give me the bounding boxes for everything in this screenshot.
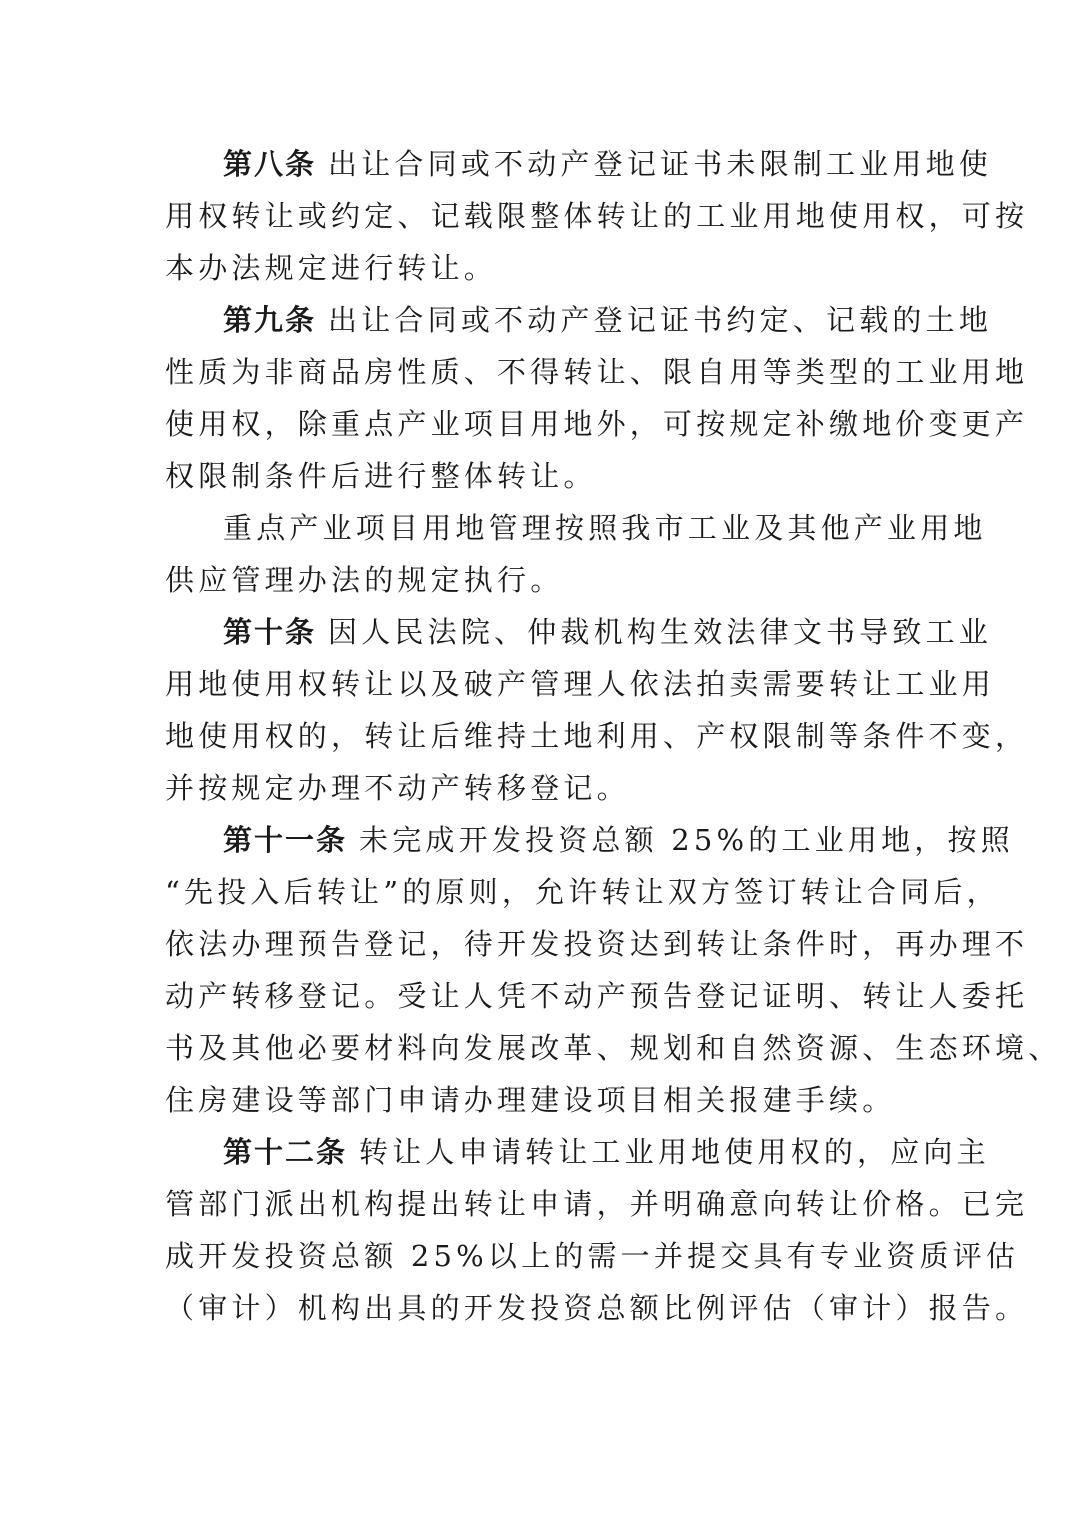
paragraph-line: 性质为非商品房性质、不得转让、限自用等类型的工业用地: [165, 355, 1029, 389]
paragraph-line: “先投入后转让”的原则，允许转让双方签订转让合同后，: [165, 875, 1000, 909]
article-heading: 第八条: [223, 147, 317, 181]
article-12: [165, 1126, 1029, 1334]
article-heading: 第十一条: [223, 823, 348, 857]
line-text: 未完成开发投资总额 25%的工业用地，按照: [359, 823, 1014, 857]
article-heading: 第九条: [223, 303, 317, 337]
paragraph-line: [165, 294, 993, 346]
paragraph-line: （审计）机构出具的开发投资总额比例评估（审计）报告。: [165, 1291, 1029, 1325]
paragraph-line: 本办法规定进行转让。: [165, 251, 498, 285]
article-8: [165, 138, 1029, 294]
line-text: 出让合同或不动产登记证书约定、记载的土地: [328, 303, 993, 337]
paragraph-line: 用权转让或约定、记载限整体转让的工业用地使用权，可按: [165, 199, 1029, 233]
paragraph-line: 供应管理办法的规定执行。: [165, 563, 564, 597]
article-heading: 第十条: [223, 615, 317, 649]
paragraph-line: 书及其他必要材料向发展改革、规划和自然资源、生态环境、: [165, 1031, 1062, 1065]
paragraph-line: 动产转移登记。受让人凭不动产预告登记证明、转让人委托: [165, 979, 1029, 1013]
paragraph-line: [165, 606, 993, 658]
paragraph-line: [165, 1126, 990, 1178]
article-11: [165, 814, 1062, 1126]
paragraph-line: [165, 138, 993, 190]
paragraph-line: 使用权，除重点产业项目用地外，可按规定补缴地价变更产: [165, 407, 1029, 441]
article-9: [165, 294, 1029, 502]
line-text: 因人民法院、仲裁机构生效法律文书导致工业: [328, 615, 993, 649]
paragraph-line: 管部门派出机构提出转让申请，并明确意向转让价格。已完: [165, 1187, 1029, 1221]
document-body: [165, 138, 1062, 1334]
paragraph-line: 依法办理预告登记，待开发投资达到转让条件时，再办理不: [165, 927, 1029, 961]
article-10: [165, 606, 1029, 814]
line-text: 出让合同或不动产登记证书未限制工业用地使: [328, 147, 993, 181]
paragraph-line: 住房建设等部门申请办理建设项目相关报建手续。: [165, 1083, 896, 1117]
article-9-supplement: [165, 502, 987, 606]
paragraph-line: 成开发投资总额 25%以上的需一并提交具有专业资质评估: [165, 1239, 1020, 1273]
paragraph-line: 权限制条件后进行整体转让。: [165, 459, 597, 493]
paragraph-line: 重点产业项目用地管理按照我市工业及其他产业用地: [223, 511, 987, 545]
article-heading: 第十二条: [223, 1135, 348, 1169]
paragraph-line: 地使用权的，转让后维持土地利用、产权限制等条件不变，: [165, 719, 1029, 753]
paragraph-line: [165, 814, 1014, 866]
line-text: 转让人申请转让工业用地使用权的，应向主: [359, 1135, 990, 1169]
paragraph-line: 用地使用权转让以及破产管理人依法拍卖需要转让工业用: [165, 667, 996, 701]
paragraph-line: 并按规定办理不动产转移登记。: [165, 771, 630, 805]
